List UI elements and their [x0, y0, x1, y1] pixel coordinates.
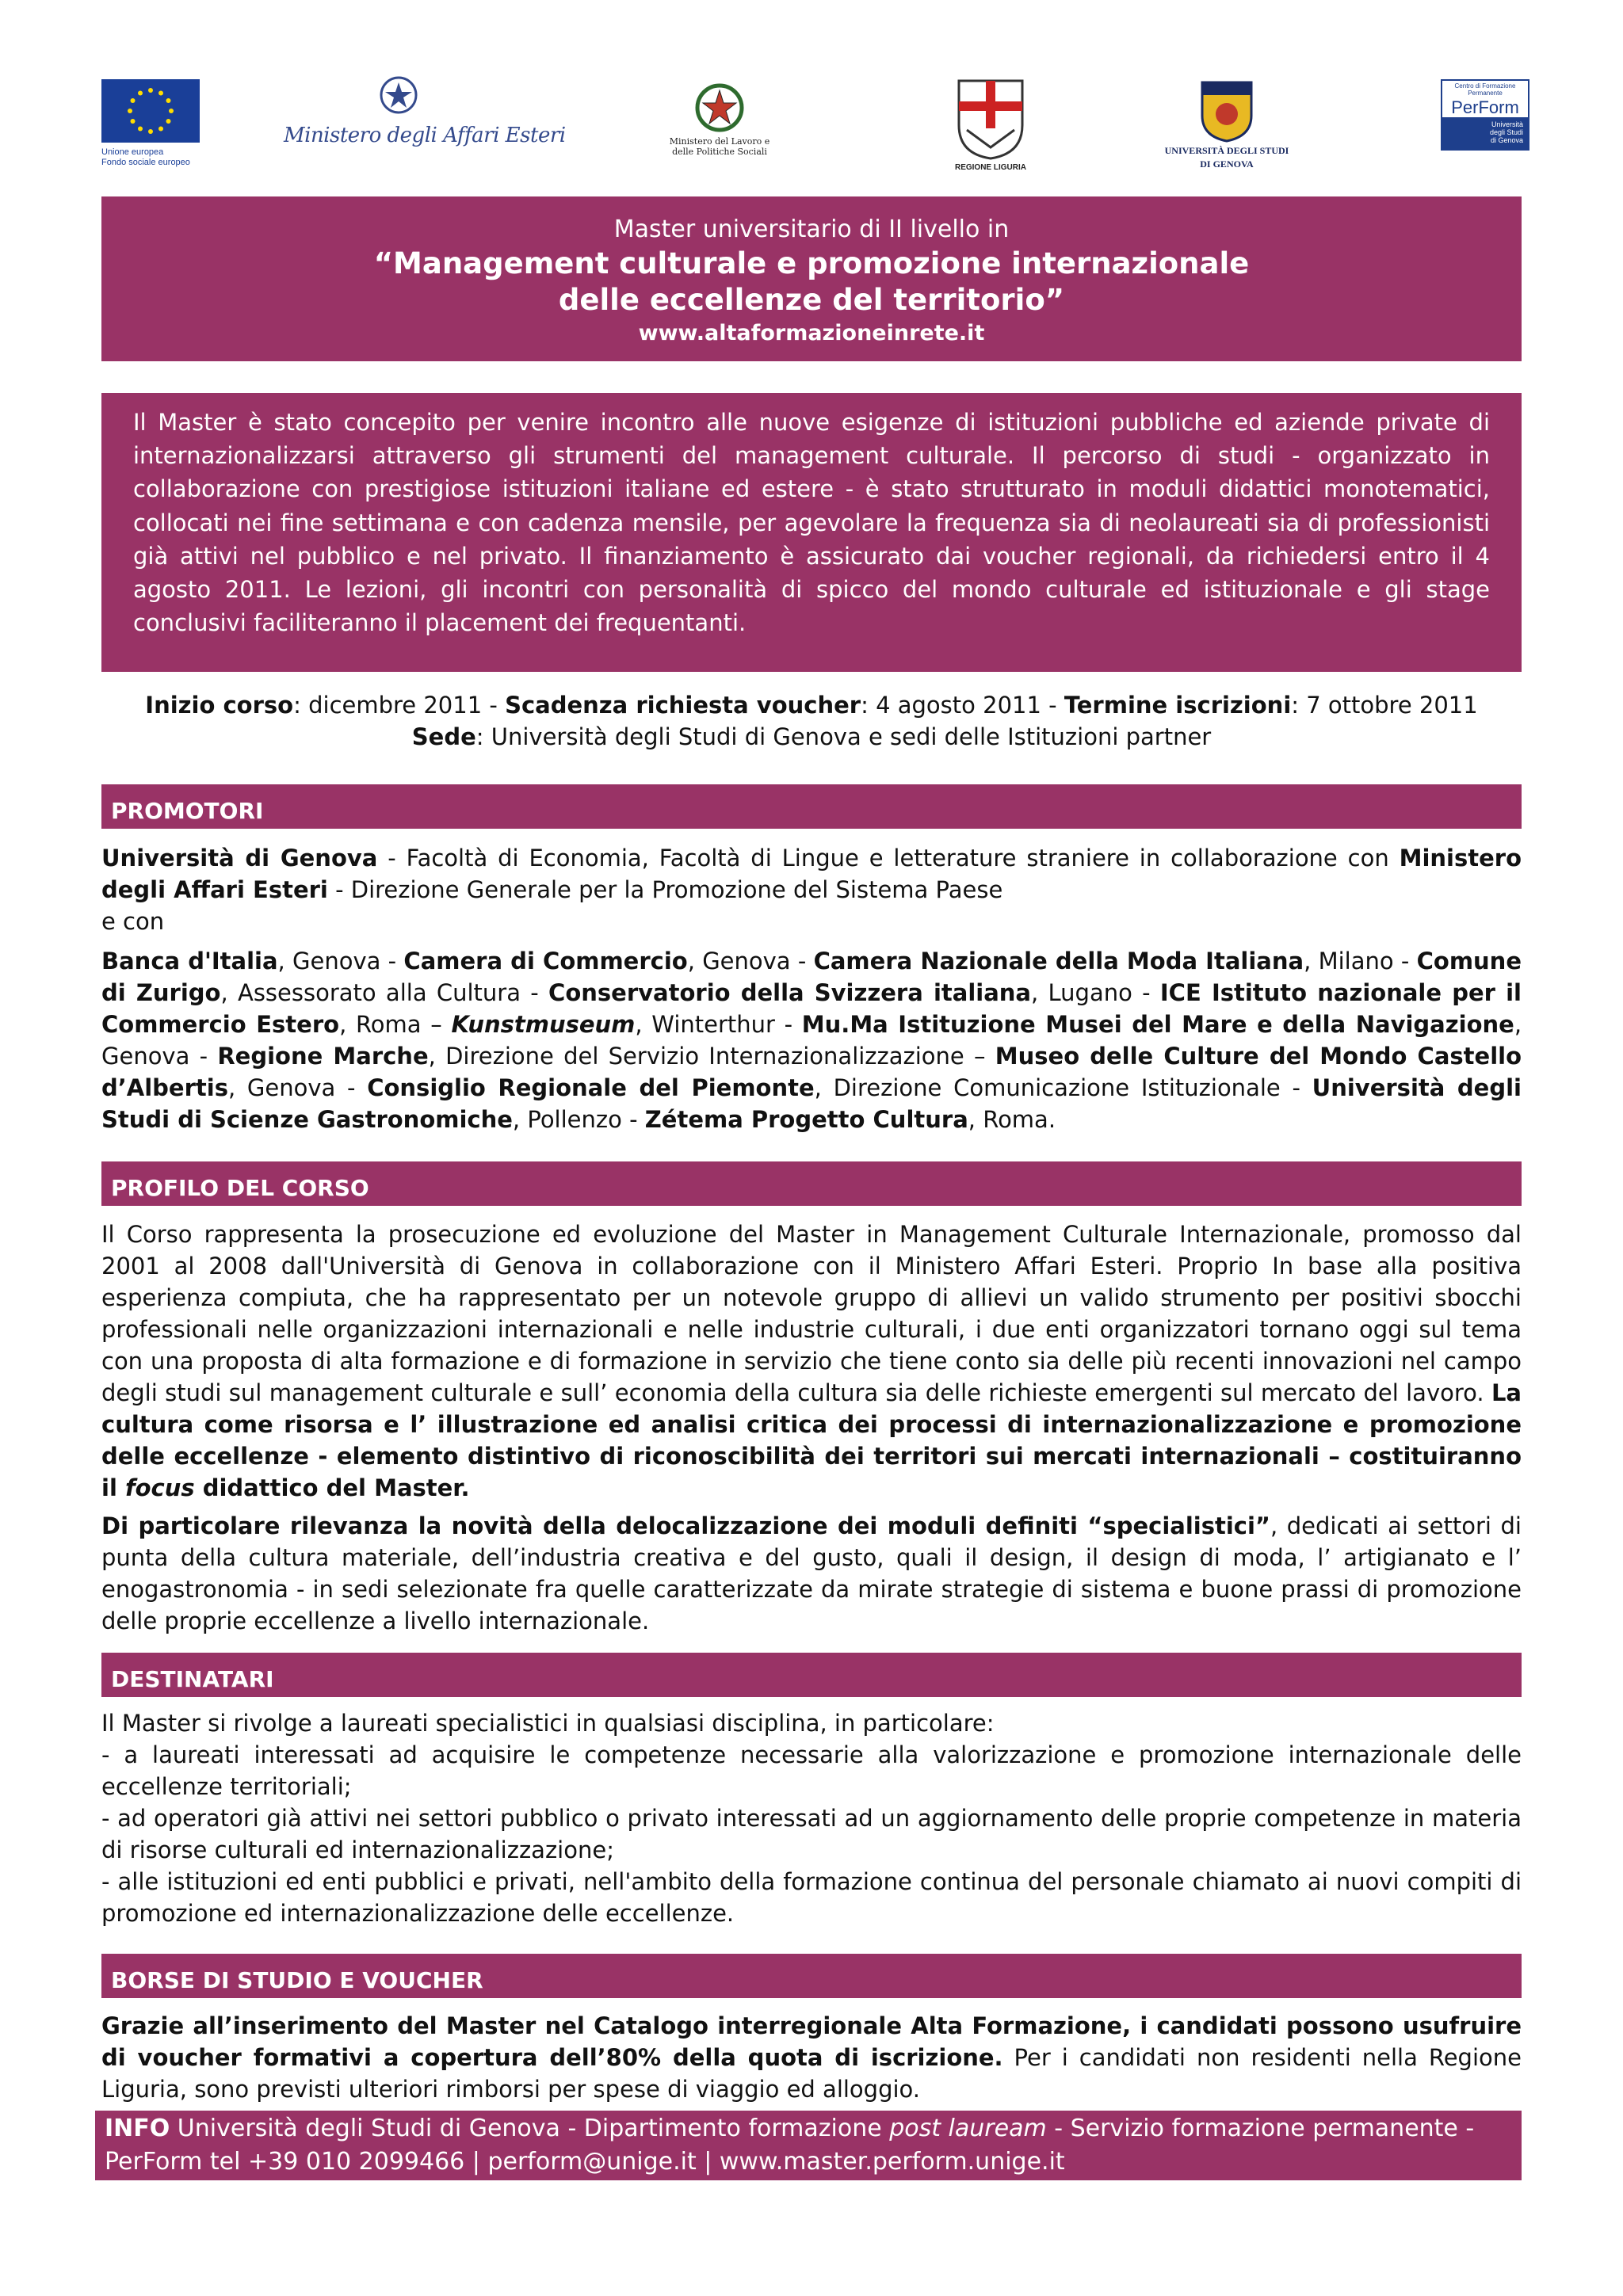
republic-emblem-icon: [371, 73, 426, 120]
partner-name: Camera di Commercio: [403, 948, 688, 974]
info-label: INFO: [105, 2115, 170, 2142]
ministero-lavoro-logo: Ministero del Lavoro e delle Politiche Sociali: [648, 81, 791, 157]
partner-name: Regione Marche: [217, 1043, 429, 1070]
borse-text: Grazie all’inserimento del Master nel Catalogo interregionale Alta Formazione, i candidati possono usufruire di voucher formativi a copertura dell’80% della quota di iscrizione. Per i candidati non residenti nella Regione Liguria, sono previsti ulteriori rimborsi per spese di viaggio ed alloggio.: [101, 2012, 1522, 2103]
liguria-shield-icon: [956, 78, 1025, 160]
title-line-3: delle eccellenze del territorio”: [558, 283, 1065, 317]
voucher-label: Scadenza richiesta voucher: [505, 692, 861, 719]
partner-name: Camera Nazionale della Moda Italiana: [813, 948, 1304, 974]
section-promotori: PROMOTORI: [101, 784, 1522, 829]
venue-label: Sede: [411, 723, 476, 750]
partner-name: Banca d'Italia: [101, 948, 278, 974]
partner-name: Museo delle Culture del Mondo Castello d’Albertis: [101, 1043, 1522, 1101]
destinatari-text: Il Master si rivolge a laureati specialistici in qualsiasi disciplina, in particolare: - a laureati interessati ad acquisire le competenze necessarie alla valorizzazione e promozione internazionale delle eccellenze territoriali; - ad operatori già attivi nei settori pubblico o privato interessati ad un aggiornamento delle proprie competenze in materia di risorse culturali ed internazionalizzazione; - alle istituzioni ed enti pubblici e privati, nell'ambito della formazione continua del personale chiamato ai nuovi compiti di promozione ed internazionalizzazione delle eccellenze.: [101, 1707, 1522, 1929]
start-label: Inizio corso: [145, 692, 294, 719]
eu-caption: Unione europea Fondo sociale europeo: [101, 147, 190, 167]
course-dates: Inizio corso: dicembre 2011 - Scadenza richiesta voucher: 4 agosto 2011 - Termine iscrizioni: 7 ottobre 2011 Sede: Università degli Studi di Genova e sedi delle Istituzioni partner: [145, 692, 1478, 750]
eu-flag-icon: [101, 79, 200, 143]
promotori-text: Università di Genova - Facoltà di Economia, Facoltà di Lingue e letterature straniere in collaborazione con Ministero degli Affari Esteri - Direzione Generale per la Promozione del Sistema Paese e con Banca d'Italia, Genova - Camera di Commercio, Genova - Camera Nazionale della Moda Italiana, Milano - Comune di Zurigo, Assessorato alla Cultura - Conservatorio della Svizzera italiana, Lugano - ICE Istituto nazionale per il Commercio Estero, Roma – Kunstmuseum, Winterthur - Mu.Ma Istituzione Musei del Mare e della Navigazione, Genova - Regione Marche, Direzione del Servizio Internazionalizzazione – Museo delle Culture del Mondo Castello d’Albertis, Genova - Consiglio Regionale del Piemonte, Direzione Comunicazione Istituzionale - Università degli Studi di Scienze Gastronomiche, Pollenzo - Zétema Progetto Cultura, Roma.: [101, 842, 1522, 1135]
partner-name: Conservatorio della Svizzera italiana: [548, 979, 1031, 1006]
section-destinatari: DESTINATARI: [101, 1653, 1522, 1697]
partner-name: Mu.Ma Istituzione Musei del Mare e della Navigazione: [801, 1011, 1514, 1038]
star-emblem-icon: [690, 81, 749, 136]
profilo-text: Il Corso rappresenta la prosecuzione ed evoluzione del Master in Management Culturale Internazionale, promosso dal 2001 al 2008 dall'Università di Genova in collaborazione con il Ministero Affari Esteri. Proprio In base alla positiva esperienza compiuta, che ha rappresentato per un notevole gruppo di allievi un valido strumento per positivi sbocchi professionali nelle organizzazioni internazionali e nelle industrie culturali, i due enti organizzatori tornano oggi sul tema con una proposta di alta formazione e di formazione in servizio che tiene conto sia delle più recenti innovazioni nel campo degli studi sul management culturale e sull’ economia della cultura sia delle richieste emergenti sul mercato del lavoro. La cultura come risorsa e l’ illustrazione ed analisi critica dei processi di internazionalizzazione e promozione delle eccellenze - elemento distintivo di riconoscibilità dei territori sui mercati internazionali – costituiranno il focus didattico del Master. Di particolare rilevanza la novità della delocalizzazione dei moduli definiti “specialistici”, dedicati ai settori di punta della cultura materiale, dell’industria creativa e del gusto, quali il design, il design di moda, l’ artigianato e l’ enogastronomia - in sedi selezionate fra quelle caratterizzate da mirate strategie di sistema e buone prassi di promozione delle proprie eccellenze a livello internazionale.: [101, 1221, 1522, 1634]
destinatari-item: - ad operatori già attivi nei settori pubblico o privato interessati ad un aggiornamento delle proprie competenze in materia di risorse culturali ed internazionalizzazione;: [101, 1805, 1522, 1863]
partner-name: Zétema Progetto Cultura: [644, 1106, 968, 1133]
unige-shield-icon: [1199, 78, 1254, 143]
title-box: [101, 196, 1522, 361]
section-profilo: PROFILO DEL CORSO: [101, 1161, 1522, 1206]
regione-liguria-logo: REGIONE LIGURIA: [943, 78, 1038, 172]
destinatari-item: - a laureati interessati ad acquisire le competenze necessarie alla valorizzazione e promozione internazionale delle eccellenze territoriali;: [101, 1741, 1522, 1800]
website-link[interactable]: www.altaformazioneinrete.it: [638, 321, 985, 345]
unige-logo: UNIVERSITÀ DEGLI STUDI DI GENOVA: [1163, 78, 1290, 170]
logo-strip: [101, 73, 1528, 176]
section-borse: BORSE DI STUDIO E VOUCHER: [101, 1954, 1522, 1998]
mae-logo: [284, 73, 566, 147]
mae-name: Ministero degli Affari Esteri: [284, 124, 566, 147]
info-box: INFO Università degli Studi di Genova - Dipartimento formazione post lauream - Servizio formazione permanente - PerForm tel +39 010 2099466 | perform@unige.it | www.master.perform.unige.it: [95, 2111, 1522, 2180]
eu-stars-icon: [125, 86, 176, 136]
partner-name: ICE Istituto nazionale per il Commercio Estero: [101, 979, 1522, 1038]
perform-brand: PerForm: [1451, 97, 1519, 117]
end-label: Termine iscrizioni: [1064, 692, 1292, 719]
title-line-2: “Management culturale e promozione internazionale: [373, 246, 1250, 280]
perform-logo: Centro di Formazione Permanente PerForm Università degli Studi di Genova: [1441, 79, 1529, 151]
title-line-1: Master universitario di II livello in: [613, 215, 1010, 243]
partner-name: Consiglio Regionale del Piemonte: [367, 1074, 815, 1101]
contact-info[interactable]: - Servizio formazione permanente - PerForm tel +39 010 2099466 | perform@unige.it | www.master.perform.unige.it: [105, 2115, 1475, 2176]
partner-name: Kunstmuseum: [451, 1011, 636, 1038]
partner-name: Università degli Studi di Scienze Gastronomiche: [101, 1074, 1522, 1133]
partner-name: Comune di Zurigo: [101, 948, 1522, 1006]
destinatari-item: - alle istituzioni ed enti pubblici e privati, nell'ambito della formazione continua del personale chiamato ai nuovi compiti di promozione ed internazionalizzazione delle eccellenze.: [101, 1868, 1522, 1927]
eu-logo: [101, 79, 200, 168]
intro-paragraph: Il Master è stato concepito per venire incontro alle nuove esigenze di istituzioni pubbliche ed aziende private di internazionalizzarsi attraverso gli strumenti del management culturale. Il percorso di studi - organizzato in collaborazione con prestigiose istituzioni italiane ed estere - è stato strutturato in moduli didattici monotematici, collocati nei fine settimana e con cadenza mensile, per agevolare la frequenza sia di neolaureati sia di professionisti già attivi nel pubblico e nel privato. Il finanziamento è assicurato dai voucher regionali, da richiedersi entro il 4 agosto 2011. Le lezioni, gli incontri con personalità di spicco del mondo culturale ed istituzionale e gli stage conclusivi faciliteranno il placement dei frequentanti.: [101, 393, 1522, 672]
partners-list: Banca d'Italia, Genova - Camera di Commercio, Genova - Camera Nazionale della Moda Italiana, Milano - Comune di Zurigo, Assessorato alla Cultura - Conservatorio della Svizzera italiana, Lugano - ICE Istituto nazionale per il Commercio Estero, Roma – Kunstmuseum, Winterthur - Mu.Ma Istituzione Musei del Mare e della Navigazione, Genova - Regione Marche, Direzione del Servizio Internazionalizzazione – Museo delle Culture del Mondo Castello d’Albertis, Genova - Consiglio Regionale del Piemonte, Direzione Comunicazione Istituzionale - Università degli Studi di Scienze Gastronomiche, Pollenzo - Zétema Progetto Cultura, Roma.: [101, 948, 1522, 1133]
